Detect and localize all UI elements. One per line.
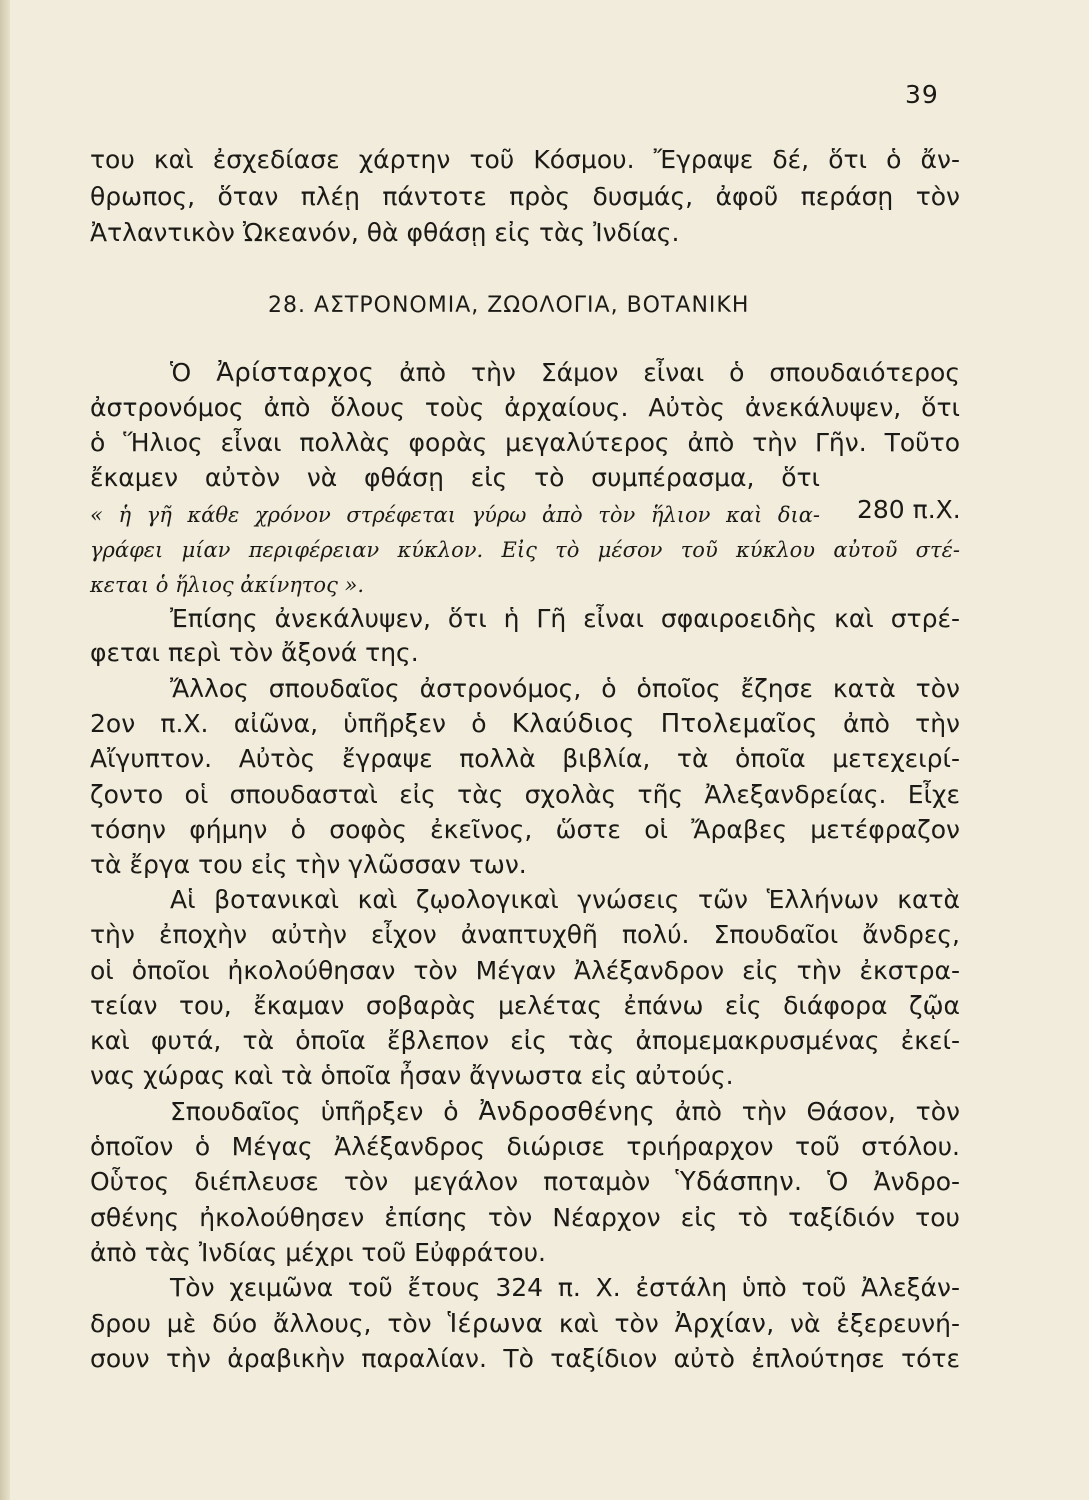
text-line: [90, 1309, 960, 1339]
text-line: ἀπὸ τὰς Ἰνδίας μέχρι τοῦ Εὐφράτου.: [90, 1238, 546, 1267]
person-name: Ἀρχίαν: [674, 1309, 767, 1339]
text-span: δρου μὲ δύο ἄλλους, τὸν: [90, 1309, 448, 1338]
text-line: Αἴγυπτον. Αὐτὸς ἔγραψε πολλὰ βιβλία, τὰ ὁποῖα μετεχειρί-: [90, 744, 960, 773]
text-line: Ἀτλαντικὸν Ὠκεανόν, θὰ φθάσῃ εἰς τὰς Ἰνδίας.: [90, 218, 680, 247]
text-line: θρωπος, ὅταν πλέῃ πάντοτε πρὸς δυσμάς, ἀφοῦ περάσῃ τὸν: [90, 182, 960, 211]
text-line: τόσην φήμην ὁ σοφὸς ἐκεῖνος, ὥστε οἱ Ἄραβες μετέφραζον: [90, 815, 960, 844]
text-line: τὰ ἔργα του εἰς τὴν γλῶσσαν των.: [90, 850, 527, 879]
text-line: ζοντο οἱ σπουδασταὶ εἰς τὰς σχολὰς τῆς Ἀλεξανδρείας. Εἶχε: [90, 780, 960, 809]
text-line: Αἱ βοτανικαὶ καὶ ζῳολογικαὶ γνώσεις τῶν Ἑλλήνων κατὰ: [170, 885, 960, 914]
quote-line: γράφει μίαν περιφέρειαν κύκλον. Εἰς τὸ μέσον τοῦ κύκλου αὐτοῦ στέ-: [90, 538, 960, 562]
text-line: ἀστρονόμος ἀπὸ ὅλους τοὺς ἀρχαίους. Αὐτὸς ἀνεκάλυψεν, ὅτι: [90, 393, 960, 422]
text-line: Ἄλλος σπουδαῖος ἀστρονόμος, ὁ ὁποῖος ἔζησε κατὰ τὸν: [170, 674, 960, 703]
text-line: τὴν ἐποχὴν αὐτὴν εἶχον ἀναπτυχθῆ πολύ. Σπουδαῖοι ἄνδρες,: [90, 920, 960, 949]
text-span: ἀπὸ τὴν Σάμον εἶναι ὁ σπουδαιότερος: [374, 358, 960, 387]
person-name: Ἀνδροσθένης: [478, 1097, 656, 1127]
text-span: , νὰ ἐξερευνή-: [766, 1309, 960, 1338]
text-line: νας χώρας καὶ τὰ ὁποῖα ἦσαν ἄγνωστα εἰς αὐτούς.: [90, 1061, 734, 1090]
text-line: ὁ Ἥλιος εἶναι πολλὰς φορὰς μεγαλύτερος ἀπὸ τὴν Γῆν. Τοῦτο: [90, 428, 960, 457]
margin-date-note: 280 π.Χ.: [857, 495, 961, 524]
quote-line: κεται ὁ ἥλιος ἀκίνητος ».: [90, 573, 365, 597]
text-line: [90, 1167, 960, 1197]
text-span: Σπουδαῖος ὑπῆρξεν ὁ: [170, 1097, 479, 1126]
text-line: του καὶ ἐσχεδίασε χάρτην τοῦ Κόσμου. Ἔγραψε δέ, ὅτι ὁ ἄν-: [90, 145, 960, 174]
page-number: 39: [905, 80, 939, 109]
text-span: Ὁ: [170, 358, 217, 387]
person-name: Ἀρίσταρχος: [216, 358, 375, 388]
quote-line: « ἡ γῆ κάθε χρόνον στρέφεται γύρω ἀπὸ τὸν ἥλιον καὶ δια-: [90, 503, 820, 527]
person-name: Κλαύδιος Πτολεμαῖος: [511, 709, 818, 739]
text-line: οἱ ὁποῖοι ἠκολούθησαν τὸν Μέγαν Ἀλέξανδρον εἰς τὴν ἐκστρα-: [90, 956, 960, 985]
text-line: Ἐπίσης ἀνεκάλυψεν, ὅτι ἡ Γῆ εἶναι σφαιροειδὴς καὶ στρέ-: [170, 604, 960, 633]
text-span: 2ον π.Χ. αἰῶνα, ὑπῆρξεν ὁ: [90, 709, 512, 738]
river-name: Ὑδάσπην: [675, 1167, 795, 1197]
text-line: καὶ φυτά, τὰ ὁποῖα ἔβλεπον εἰς τὰς ἀπομεμακρυσμένας ἐκεί-: [90, 1026, 960, 1055]
text-line: [90, 709, 960, 739]
text-line: σουν τὴν ἀραβικὴν παραλίαν. Τὸ ταξίδιον αὐτὸ ἐπλούτησε τότε: [90, 1344, 960, 1373]
text-line: ὁποῖον ὁ Μέγας Ἀλέξανδρος διώρισε τριήραρχον τοῦ στόλου.: [90, 1132, 960, 1161]
text-span: καὶ τὸν: [543, 1309, 675, 1338]
text-line: ἔκαμεν αὐτὸν νὰ φθάσῃ εἰς τὸ συμπέρασμα, ὅτι: [90, 463, 820, 492]
text-line: [170, 1097, 960, 1127]
text-span: ἀπὸ τὴν: [817, 709, 961, 738]
text-line: τείαν του, ἔκαμαν σοβαρὰς μελέτας ἐπάνω εἰς διάφορα ζῷα: [90, 991, 960, 1020]
text-line: φεται περὶ τὸν ἄξονά της.: [90, 638, 419, 667]
person-name: Ἱέρωνα: [447, 1309, 544, 1339]
text-line: Τὸν χειμῶνα τοῦ ἔτους 324 π. Χ. ἐστάλη ὑπὸ τοῦ Ἀλεξάν-: [170, 1273, 960, 1302]
text-span: ἀπὸ τὴν Θάσον, τὸν: [655, 1097, 960, 1126]
text-line: σθένης ἠκολούθησεν ἐπίσης τὸν Νέαρχον εἰς τὸ ταξίδιόν του: [90, 1203, 960, 1232]
page-spine-shadow: [0, 0, 10, 1500]
text-line: [170, 358, 960, 388]
text-span: Οὗτος διέπλευσε τὸν μεγάλον ποταμὸν: [90, 1167, 676, 1196]
text-span: . Ὁ Ἀνδρο-: [794, 1167, 961, 1196]
section-heading: 28. ΑΣΤΡΟΝΟΜΙΑ, ΖΩΟΛΟΓΙΑ, ΒΟΤΑΝΙΚΗ: [268, 293, 750, 318]
